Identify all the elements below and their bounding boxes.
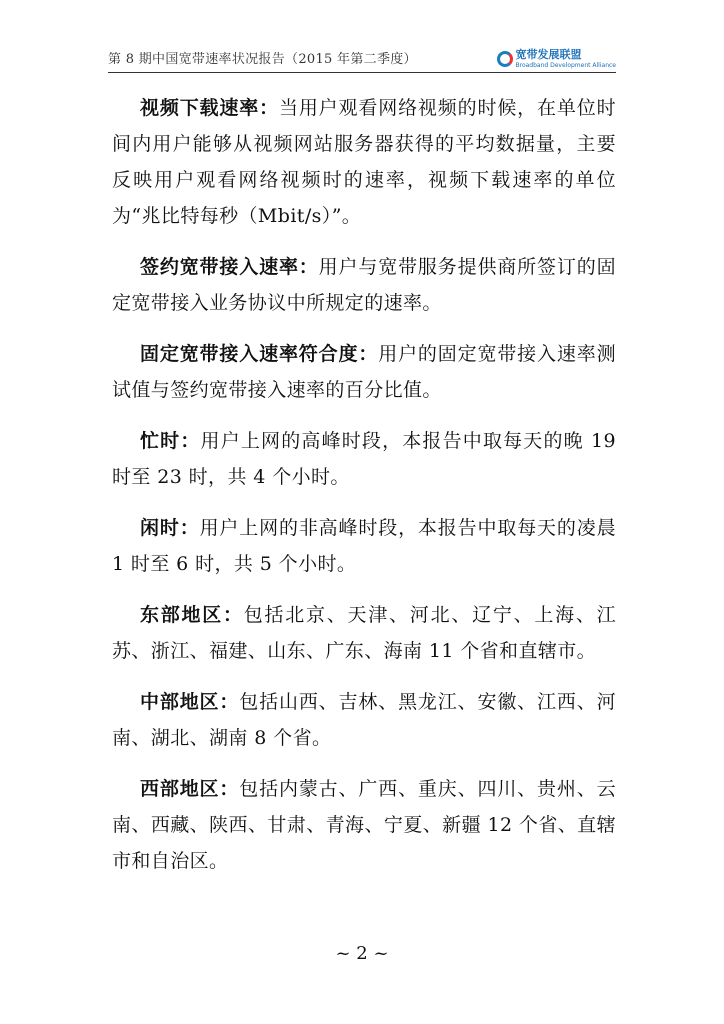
definition-paragraph bbox=[112, 336, 616, 408]
definition-paragraph bbox=[112, 771, 616, 879]
definition-term: 忙时： bbox=[140, 430, 201, 452]
logo-icon bbox=[497, 51, 513, 67]
definition-paragraph bbox=[112, 423, 616, 495]
alliance-logo bbox=[497, 48, 617, 70]
definition-term: 中部地区： bbox=[140, 691, 240, 713]
page-number: ~ 2 ~ bbox=[335, 943, 389, 964]
definition-term: 签约宽带接入速率： bbox=[140, 256, 319, 278]
definition-text: 用户与宽带服务提供商所签订的固定宽带接入业务协议中所规定的速率。 bbox=[112, 256, 616, 314]
definition-text: 包括内蒙古、广西、重庆、四川、贵州、云南、西藏、陕西、甘肃、青海、宁夏、新疆 12 个省、直辖市和自治区。 bbox=[112, 778, 616, 872]
header-title: 第 8 期中国宽带速率状况报告（2015 年第二季度） bbox=[108, 52, 417, 67]
definition-paragraph bbox=[112, 510, 616, 582]
definition-text: 用户的固定宽带接入速率测试值与签约宽带接入速率的百分比值。 bbox=[112, 343, 616, 401]
definition-paragraph bbox=[112, 684, 616, 756]
definition-term: 视频下载速率： bbox=[140, 97, 279, 119]
definition-text: 包括山西、吉林、黑龙江、安徽、江西、河南、湖北、湖南 8 个省。 bbox=[112, 691, 616, 749]
definition-text: 包括北京、天津、河北、辽宁、上海、江苏、浙江、福建、山东、广东、海南 11 个省和直辖市。 bbox=[112, 604, 616, 662]
document-body bbox=[112, 90, 616, 894]
logo-en: Broadband Development Alliance bbox=[515, 62, 616, 69]
definition-paragraph bbox=[112, 249, 616, 321]
definition-paragraph bbox=[112, 597, 616, 669]
page-header bbox=[108, 46, 616, 73]
logo-text bbox=[516, 48, 617, 70]
definition-term: 东部地区： bbox=[140, 604, 244, 626]
definition-term: 闲时： bbox=[140, 517, 200, 539]
definition-paragraph bbox=[112, 90, 616, 234]
definition-term: 西部地区： bbox=[140, 778, 240, 800]
definition-text: 用户上网的非高峰时段，本报告中取每天的凌晨 1 时至 6 时，共 5 个小时。 bbox=[112, 517, 616, 575]
definition-text: 用户上网的高峰时段，本报告中取每天的晚 19 时至 23 时，共 4 个小时。 bbox=[112, 430, 616, 488]
logo-cn: 宽带发展联盟 bbox=[515, 48, 582, 61]
definition-term: 固定宽带接入速率符合度： bbox=[140, 343, 379, 365]
definition-text: 当用户观看网络视频的时候，在单位时间内用户能够从视频网站服务器获得的平均数据量，主要反映用户观看网络视频时的速率，视频下载速率的单位为“兆比特每秒（Mbit/s）”。 bbox=[112, 97, 616, 227]
